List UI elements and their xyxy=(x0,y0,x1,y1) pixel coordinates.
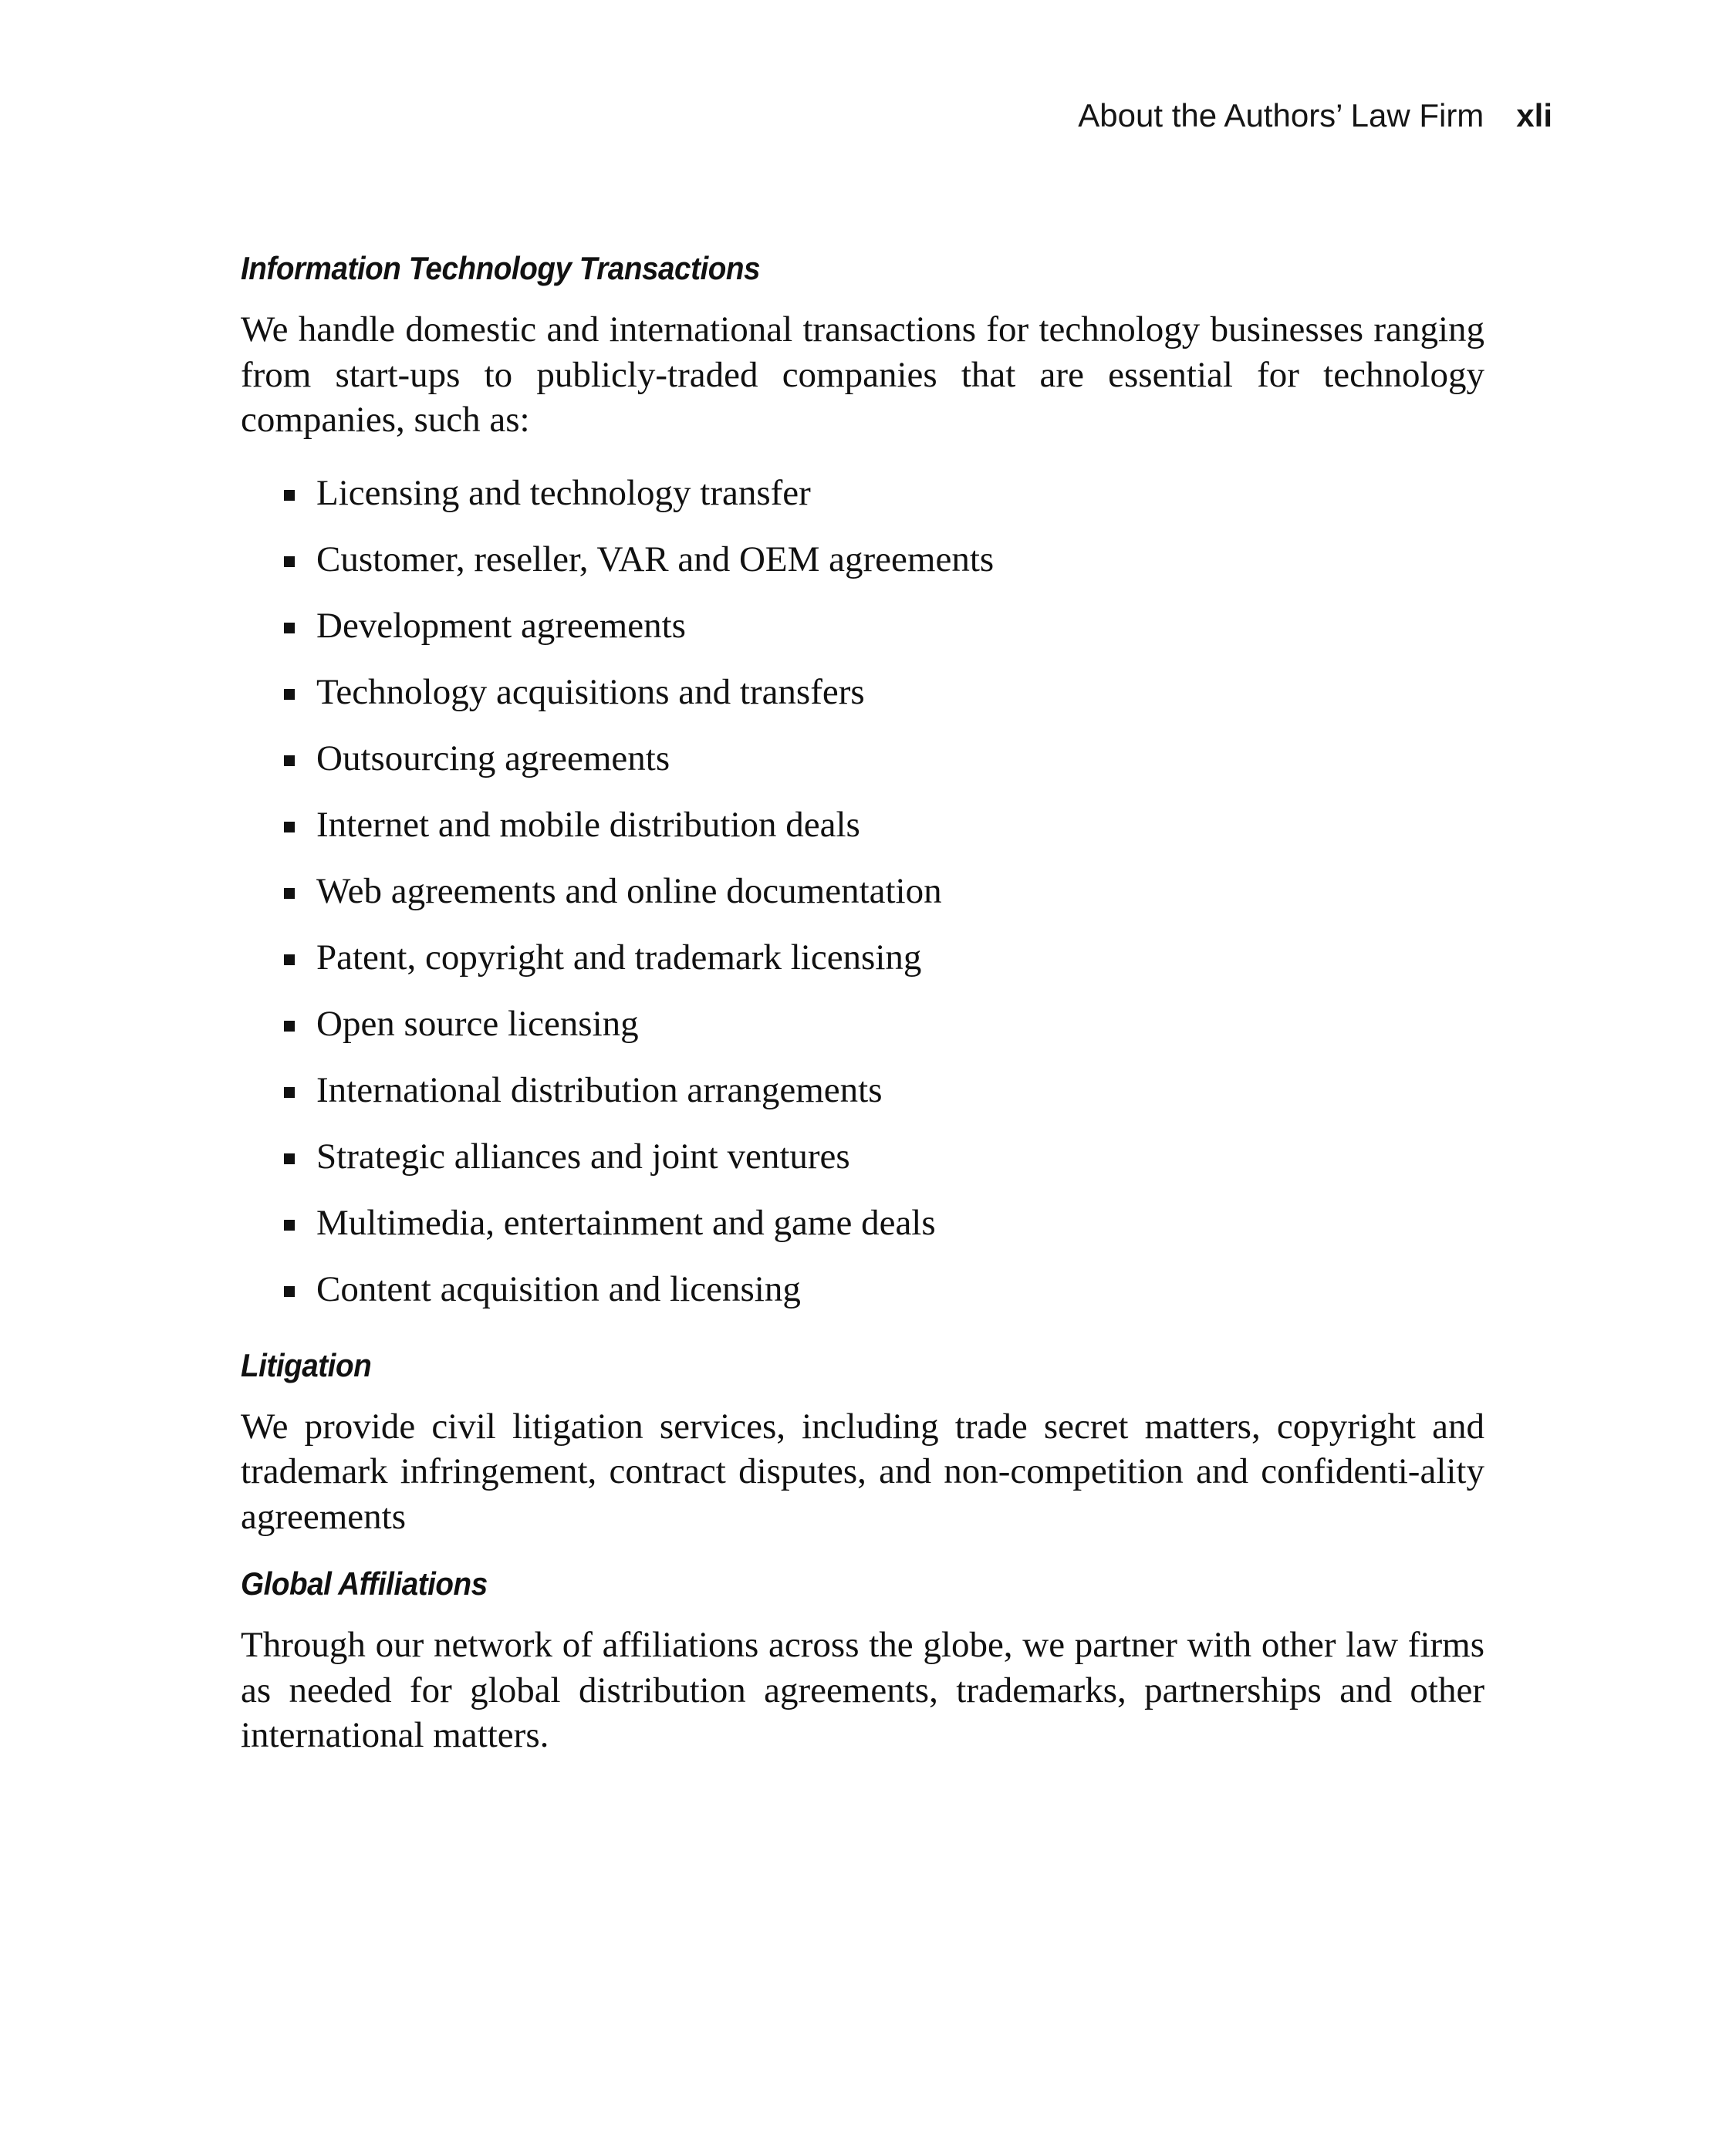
square-bullet-icon xyxy=(284,1220,295,1231)
list-item-text: Strategic alliances and joint ventures xyxy=(316,1136,850,1177)
list-item xyxy=(241,935,1484,980)
square-bullet-icon xyxy=(284,623,295,633)
list-item-text: Open source licensing xyxy=(316,1003,639,1044)
list-item xyxy=(241,670,1484,714)
list-item-text: Technology acquisitions and transfers xyxy=(316,671,865,712)
list-item xyxy=(241,603,1484,648)
section-text-litigation: We provide civil litigation services, including trade secret matters, copyright and trademark infringement, contract disputes, and non-competition and confidenti-ality agreements xyxy=(241,1406,1484,1537)
list-item-text: Patent, copyright and trademark licensing xyxy=(316,937,922,978)
list-item-text: Content acquisition and licensing xyxy=(316,1268,801,1309)
section-heading-global-affiliations: Global Affiliations xyxy=(241,1565,488,1602)
list-item-text: Development agreements xyxy=(316,605,686,646)
list-item xyxy=(241,736,1484,781)
list-item-text: Multimedia, entertainment and game deals xyxy=(316,1202,936,1243)
square-bullet-icon xyxy=(284,888,295,899)
list-item-text: Licensing and technology transfer xyxy=(316,472,811,513)
list-item xyxy=(241,1001,1484,1046)
list-item-text: Outsourcing agreements xyxy=(316,738,670,778)
list-item-text: Internet and mobile distribution deals xyxy=(316,804,860,845)
list-item xyxy=(241,869,1484,913)
list-item xyxy=(241,471,1484,515)
section-text-global-affiliations: Through our network of affiliations across the globe, we partner with other law firms as needed for global distribution agreements, trademarks, partnerships and other international matters. xyxy=(241,1625,1484,1755)
square-bullet-icon xyxy=(284,689,295,700)
running-header xyxy=(1078,93,1552,139)
square-bullet-icon xyxy=(284,954,295,965)
list-item-text: Web agreements and online documentation xyxy=(316,870,942,911)
list-item xyxy=(241,1267,1484,1312)
square-bullet-icon xyxy=(284,490,295,501)
running-title: About the Authors’ Law Firm xyxy=(1078,97,1484,133)
square-bullet-icon xyxy=(284,1021,295,1032)
square-bullet-icon xyxy=(284,1153,295,1164)
page-body xyxy=(241,245,1484,1758)
section-heading-it-transactions: Information Technology Transactions xyxy=(241,250,761,286)
square-bullet-icon xyxy=(284,1286,295,1297)
square-bullet-icon xyxy=(284,1087,295,1098)
square-bullet-icon xyxy=(284,755,295,766)
section-intro-it-transactions: We handle domestic and international transactions for technology businesses ranging from start-ups to publicly-traded companies that are essential for technology companies, such as: xyxy=(241,309,1484,440)
list-item xyxy=(241,537,1484,582)
section-heading-litigation: Litigation xyxy=(241,1346,372,1383)
list-item xyxy=(241,1134,1484,1179)
list-item xyxy=(241,802,1484,847)
square-bullet-icon xyxy=(284,556,295,567)
list-item-text: Customer, reseller, VAR and OEM agreements xyxy=(316,539,995,579)
square-bullet-icon xyxy=(284,822,295,832)
list-item-text: International distribution arrangements xyxy=(316,1069,883,1110)
list-item xyxy=(241,1201,1484,1245)
it-services-list xyxy=(241,471,1484,1312)
page-number: xli xyxy=(1516,97,1552,133)
list-item xyxy=(241,1068,1484,1113)
